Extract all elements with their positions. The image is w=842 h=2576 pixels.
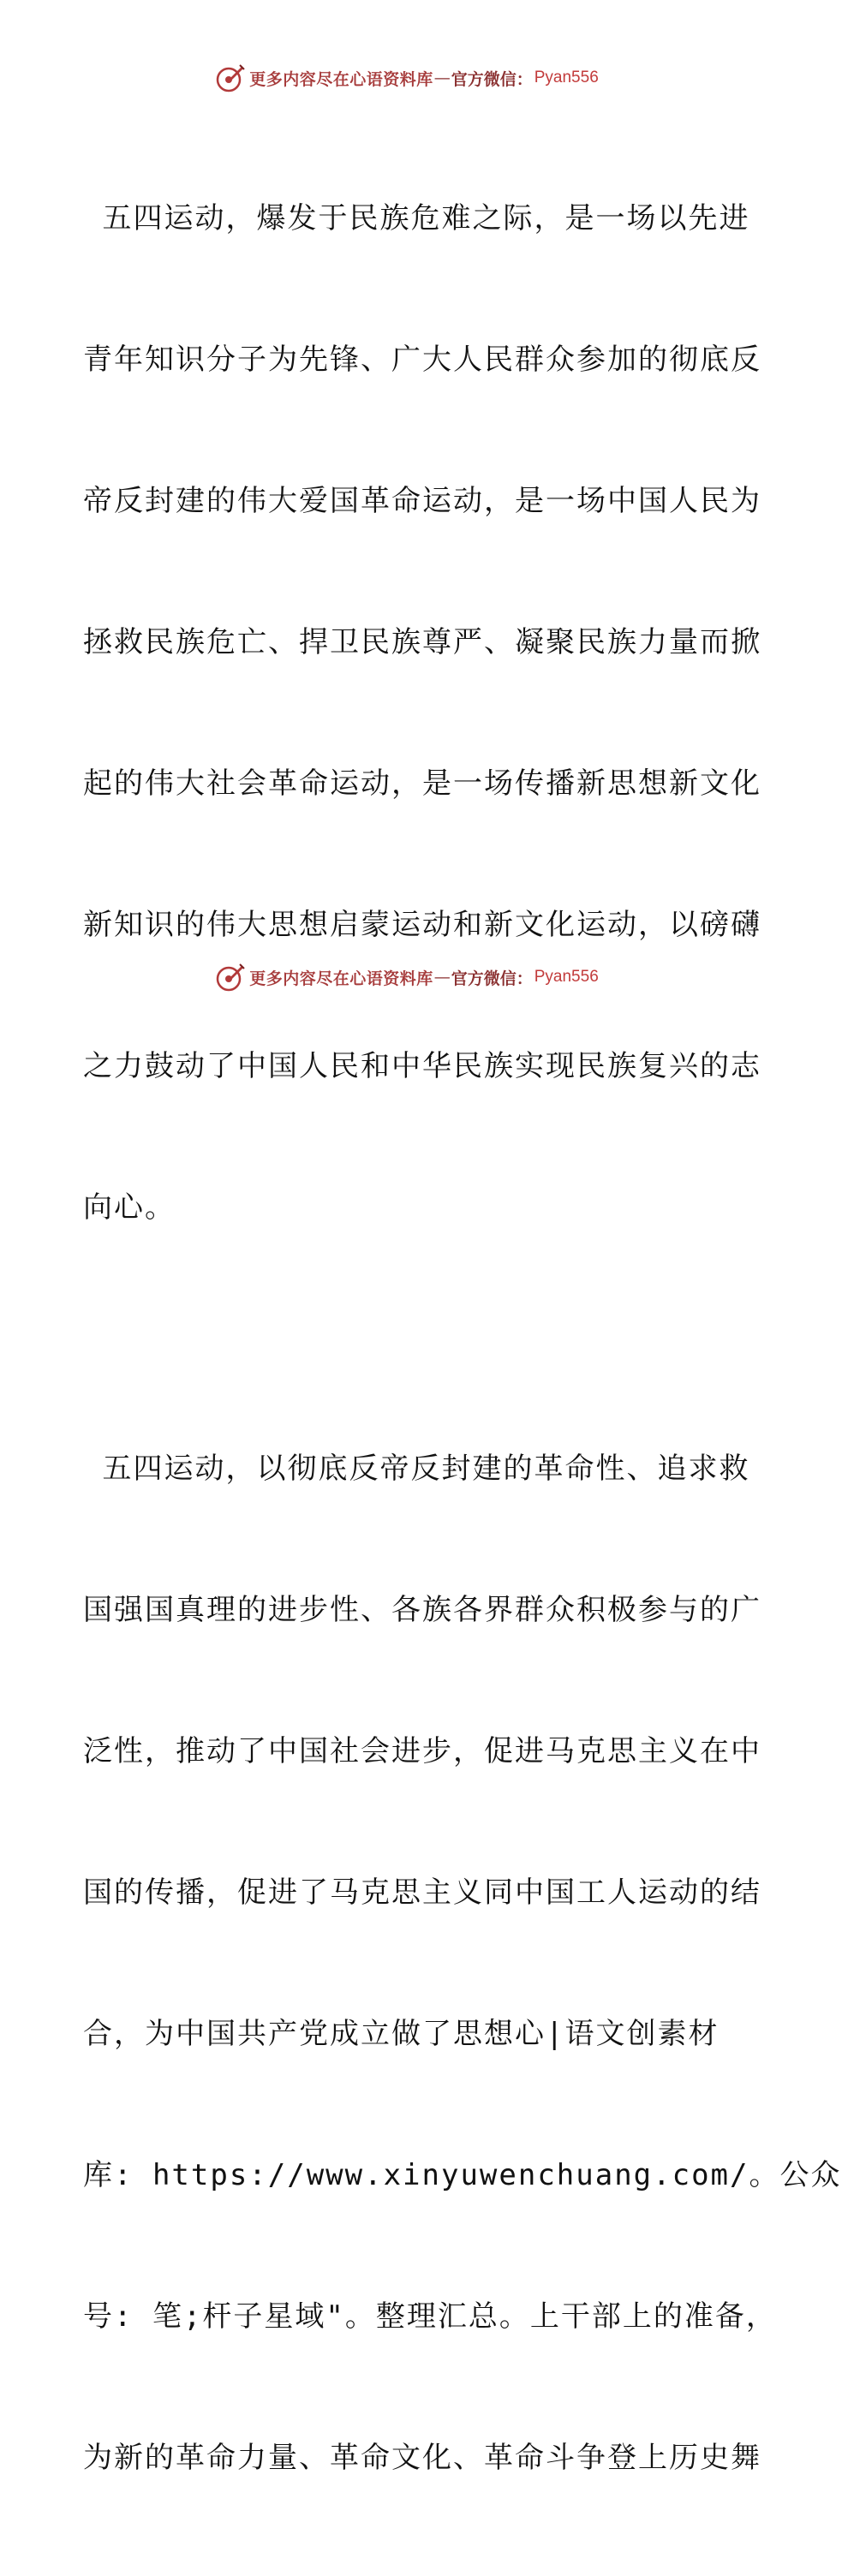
footer-wechat-id: Pyan556 (534, 968, 599, 986)
text-line: 号: 笔;杆子星域"。整理汇总。上干部上的准备， (83, 2299, 777, 2334)
text-line: 起的伟大社会革命运动，是一场传播新思想新文化 (83, 766, 761, 801)
footer-banner (0, 960, 814, 994)
text-line: 五四运动，以彻底反帝反封建的革命性、追求救 (83, 1452, 750, 1486)
text-line: 之力鼓动了中国人民和中华民族实现民族复兴的志 (83, 1049, 761, 1083)
text-line: 帝反封建的伟大爱国革命运动，是一场中国人民为 (83, 484, 761, 518)
quill-pen-logo-icon (215, 63, 246, 93)
document-body (83, 101, 842, 2576)
paragraph-2 (83, 1351, 842, 2576)
header-brand-text: 更多内容尽在心语资料库 (249, 69, 433, 89)
footer-separator: — (433, 968, 451, 987)
header-wechat-label: 官方微信： (451, 69, 533, 89)
text-line: 拯救民族危亡、捍卫民族尊严、凝聚民族力量而掀 (83, 625, 761, 659)
text-line: 青年知识分子为先锋、广大人民群众参加的彻底反 (83, 343, 761, 377)
quill-pen-logo-icon (215, 962, 246, 993)
header-wechat-id: Pyan556 (534, 69, 599, 86)
text-line: 为新的革命力量、革命文化、革命斗争登上历史舞 (83, 2441, 761, 2475)
text-line: 新知识的伟大思想启蒙运动和新文化运动，以磅礴 (83, 908, 761, 942)
text-line: 库: https://www.xinyuwenchuang.com/。公众 (83, 2158, 842, 2192)
text-line: 五四运动，爆发于民族危难之际，是一场以先进 (83, 201, 750, 236)
footer-brand-text: 更多内容尽在心语资料库 (249, 969, 433, 988)
header-banner (0, 61, 814, 95)
footer-wechat-label: 官方微信： (451, 969, 533, 988)
text-line: 向心。 (83, 1190, 176, 1225)
paragraph-1 (83, 101, 761, 1326)
text-line: 国强国真理的进步性、各族各界群众积极参与的广 (83, 1593, 761, 1627)
text-line: 合，为中国共产党成立做了思想心|语文创素材 (83, 2017, 720, 2051)
text-line: 国的传播，促进了马克思主义同中国工人运动的结 (83, 1875, 761, 1910)
text-line: 泛性，推动了中国社会进步，促进马克思主义在中 (83, 1734, 761, 1768)
header-separator: — (433, 69, 451, 87)
